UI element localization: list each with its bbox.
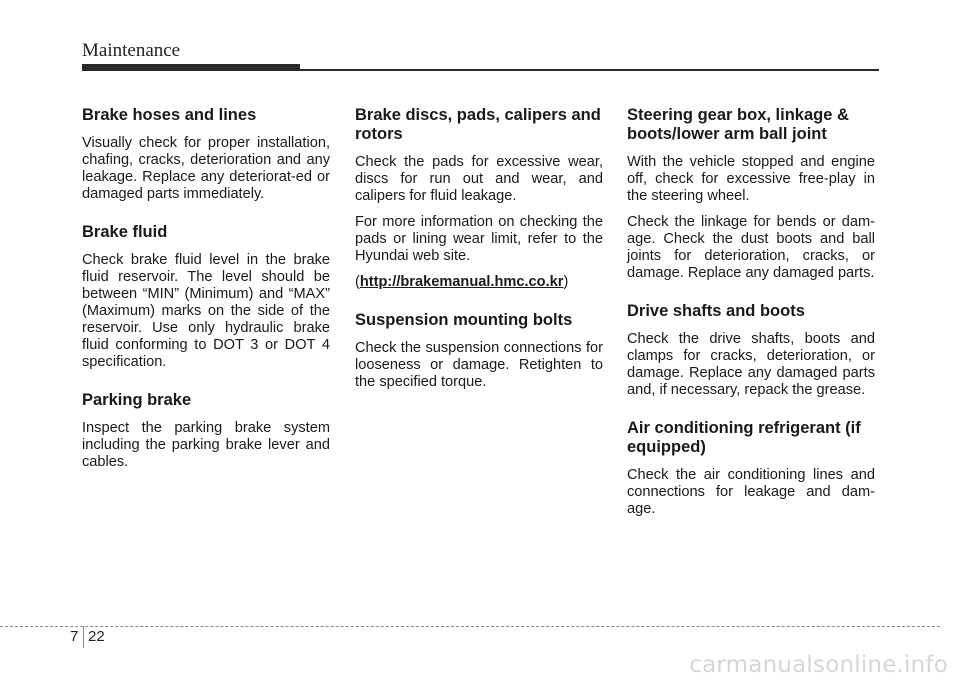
hyundai-brake-manual-link[interactable]: http://brakemanual.hmc.co.kr — [359, 274, 564, 290]
section-brake-hoses — [82, 106, 330, 203]
footer-dashed-rule — [0, 626, 940, 627]
site-watermark: carmanualsonline.info — [689, 652, 948, 678]
section-paragraph: Check the pads for excessive wear, discs for run out and wear, and calipers for fluid leakage. — [355, 154, 603, 204]
section-heading: Parking brake — [82, 391, 192, 409]
section-paragraph: Inspect the parking brake system including the parking brake lever and cables. — [82, 420, 330, 470]
section-heading: Drive shafts and boots — [627, 302, 805, 320]
section-heading: Steering gear box, linkage & boots/lower arm ball joint — [627, 106, 849, 143]
section-paragraph: Check the air conditioning lines and connections for leakage and dam-age. — [627, 467, 875, 517]
link-open-paren: ( — [355, 274, 360, 290]
section-paragraph: Check the drive shafts, boots and clamps for cracks, deterioration, or damage. Replace any damaged parts and, if necessary, repack the grease. — [627, 331, 875, 398]
section-suspension-bolts — [355, 311, 603, 391]
section-parking-brake — [82, 391, 330, 471]
footer-divider — [83, 626, 84, 648]
page-header-title: Maintenance — [82, 40, 181, 61]
header-rule-thick — [82, 64, 300, 71]
column-2 — [355, 106, 603, 411]
section-brake-discs — [355, 106, 603, 291]
section-drive-shafts — [627, 302, 875, 399]
section-heading: Brake hoses and lines — [82, 106, 257, 124]
section-steering-gear — [627, 106, 875, 282]
section-paragraph: Visually check for proper installation, chafing, cracks, deterioration and any leakage. Replace any deteriorat-ed or damaged parts immediately. — [82, 135, 330, 202]
section-air-conditioning — [627, 419, 875, 518]
section-heading: Air conditioning refrigerant (if equipped) — [627, 419, 861, 456]
column-1 — [82, 106, 330, 491]
page-number: 22 — [88, 628, 105, 645]
section-paragraph: For more information on checking the pads or lining wear limit, refer to the Hyundai web site. — [355, 214, 603, 264]
section-paragraph: Check the linkage for bends or dam-age. Check the dust boots and ball joints for deterioration, cracks, or damage. Replace any damaged parts. — [627, 214, 875, 281]
header-rule-thin — [300, 69, 879, 71]
column-3 — [627, 106, 875, 538]
section-brake-fluid — [82, 223, 330, 371]
section-heading: Suspension mounting bolts — [355, 311, 573, 329]
section-paragraph: Check the suspension connections for looseness or damage. Retighten to the specified torque. — [355, 340, 603, 390]
section-paragraph: With the vehicle stopped and engine off, check for excessive free-play in the steering wheel. — [627, 154, 875, 204]
section-heading: Brake discs, pads, calipers and rotors — [355, 106, 601, 143]
section-heading: Brake fluid — [82, 223, 168, 241]
chapter-number: 7 — [70, 628, 79, 645]
web-link-line — [355, 274, 603, 291]
link-close-paren: ) — [563, 274, 569, 290]
section-paragraph: Check brake fluid level in the brake fluid reservoir. The level should be between “MIN” (Minimum) and “MAX” (Maximum) marks on the side of the reservoir. Use only hydraulic brake fluid conforming to DOT 3 or DOT 4 specification. — [82, 252, 330, 370]
